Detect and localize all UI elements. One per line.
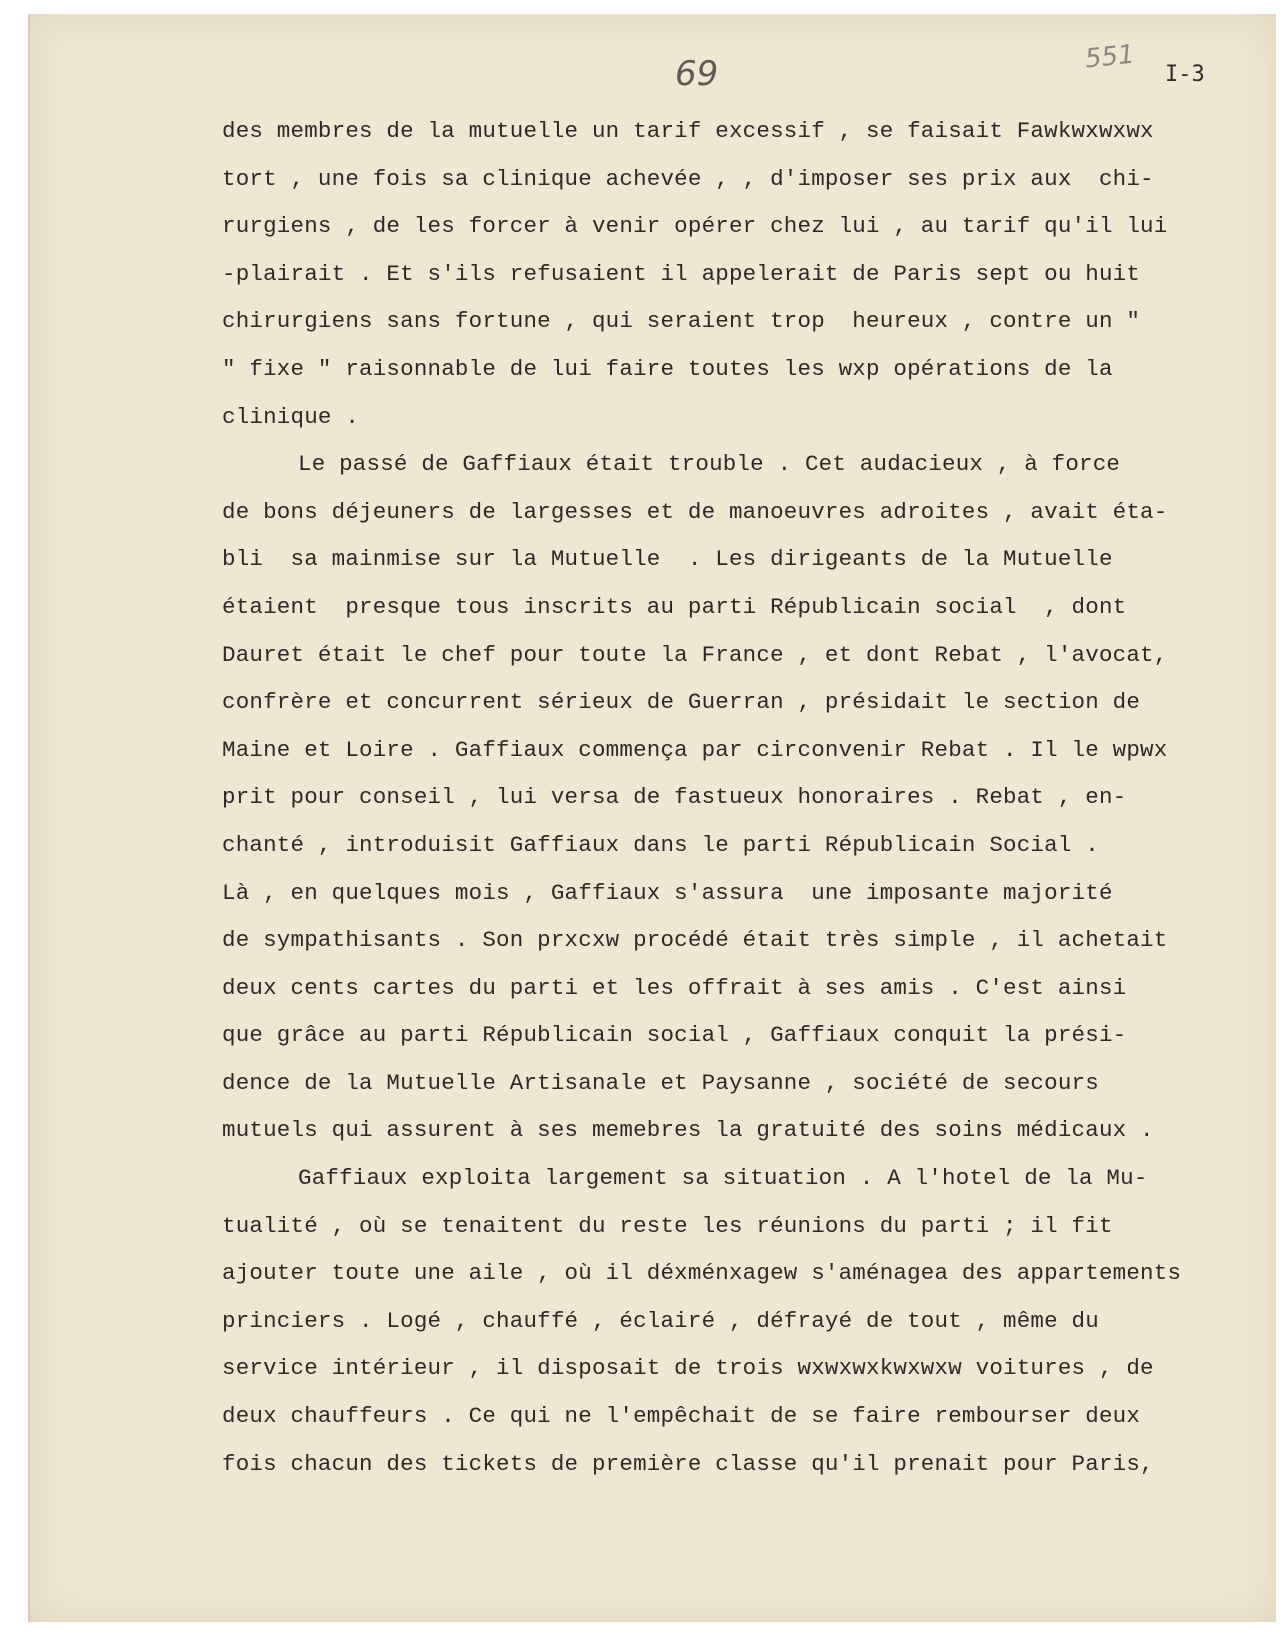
text-line: tort , une fois sa clinique achevée , , d'imposer ses prix aux chi- (222, 165, 1154, 192)
text-line: deux chauffeurs . Ce qui ne l'empêchait de se faire rembourser deux (222, 1403, 1141, 1430)
text-line: Le passé de Gaffiaux était trouble . Cet audacieux , à force (298, 451, 1121, 478)
text-line: service intérieur , il disposait de trois wxwxwxkwxwxw voitures , de (222, 1355, 1154, 1382)
text-line: chirurgiens sans fortune , qui seraient trop heureux , contre un " (222, 308, 1141, 335)
text-line: rurgiens , de les forcer à venir opérer chez lui , au tarif qu'il lui (222, 213, 1168, 240)
text-line: mutuels qui assurent à ses memebres la gratuité des soins médicaux . (222, 1117, 1154, 1144)
text-line: prit pour conseil , lui versa de fastueux honoraires . Rebat , en- (222, 784, 1127, 811)
page-reference: I-3 (1165, 62, 1205, 87)
text-line: Là , en quelques mois , Gaffiaux s'assura une imposante majorité (222, 879, 1113, 906)
text-line: bli sa mainmise sur la Mutuelle . Les dirigeants de la Mutuelle (222, 546, 1113, 573)
text-line: " fixe " raisonnable de lui faire toutes les wxp opérations de la (222, 355, 1113, 382)
pencil-page-number: 69 (675, 54, 719, 94)
text-line: deux cents cartes du parti et les offrait à ses amis . C'est ainsi (222, 974, 1127, 1001)
text-line: Gaffiaux exploita largement sa situation . A l'hotel de la Mu- (298, 1165, 1148, 1192)
text-line: fois chacun des tickets de première classe qu'il prenait pour Paris, (222, 1450, 1154, 1477)
text-line: étaient presque tous inscrits au parti Républicain social , dont (222, 593, 1127, 620)
typed-text-body (222, 108, 1242, 1488)
text-line: de sympathisants . Son prxcxw procédé était très simple , il achetait (222, 927, 1168, 954)
text-line: des membres de la mutuelle un tarif excessif , se faisait Fawkwxwxwx (222, 118, 1154, 144)
text-line: dence de la Mutuelle Artisanale et Paysanne , société de secours (222, 1069, 1099, 1096)
text-line: de bons déjeuners de largesses et de manoeuvres adroites , avait éta- (222, 498, 1168, 525)
text-line: confrère et concurrent sérieux de Guerran , présidait le section de (222, 689, 1141, 716)
text-line: que grâce au parti Républicain social , Gaffiaux conquit la prési- (222, 1022, 1127, 1049)
text-line: princiers . Logé , chauffé , éclairé , défrayé de tout , même du (222, 1307, 1099, 1334)
text-line: clinique . (222, 403, 360, 430)
text-line: -plairait . Et s'ils refusaient il appelerait de Paris sept ou huit (222, 260, 1141, 287)
text-line: chanté , introduisit Gaffiaux dans le parti Républicain Social . (222, 831, 1099, 858)
text-line: Maine et Loire . Gaffiaux commença par circonvenir Rebat . Il le wpwx (222, 736, 1168, 763)
text-line: ajouter toute une aile , où il déxménxagew s'aménagea des appartements (222, 1260, 1182, 1287)
text-line: Dauret était le chef pour toute la France , et dont Rebat , l'avocat, (222, 641, 1168, 668)
text-line: tualité , où se tenaitent du reste les réunions du parti ; il fit (222, 1212, 1113, 1239)
pencil-folio-number: 551 (1083, 39, 1137, 75)
